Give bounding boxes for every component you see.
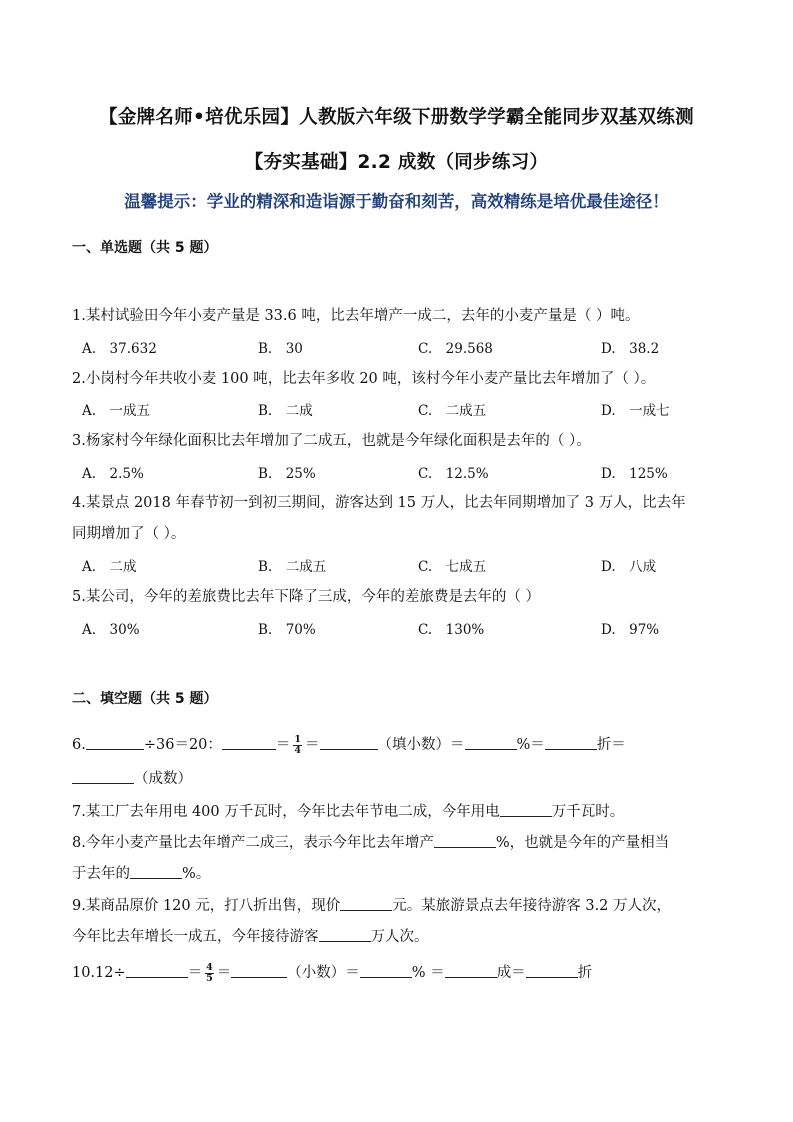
question-10	[72, 961, 592, 984]
fraction-numerator: 4	[206, 961, 213, 973]
option-c[interactable]: C. 二成五	[418, 403, 487, 419]
option-a[interactable]: A. 2.5%	[82, 466, 144, 482]
q8-text-2: %，也就是今年的产量相当	[495, 835, 670, 851]
q6-prefix: 6.	[72, 737, 86, 753]
q10-text-5: 成＝	[496, 965, 526, 981]
q10-text-6: 折	[577, 965, 593, 981]
question-2: 2.小岗村今年共收小麦 100 吨，比去年多收 20 吨，该村今年小麦产量比去年增加了（ ）。	[72, 371, 656, 387]
q9-text-1: 9.某商品原价 120 元，打八折出售，现价	[72, 898, 341, 914]
q8-text-1: 8.今年小麦产量比去年增产二成三，表示今年比去年增产	[72, 835, 434, 851]
question-9	[72, 894, 671, 915]
title-line-2: 【夯实基础】2.2 成数（同步练习）	[244, 152, 549, 173]
option-d[interactable]: D. 八成	[601, 559, 657, 575]
answer-blank[interactable]	[340, 896, 392, 911]
q6-text-4: （填小数）＝	[377, 737, 465, 753]
q10-prefix: 10.12÷	[72, 965, 126, 981]
fraction-numerator: 1	[294, 733, 302, 745]
q10-text-2: ＝	[216, 965, 232, 981]
question-9-cont	[72, 925, 429, 946]
answer-blank[interactable]	[130, 864, 182, 879]
answer-blank[interactable]	[526, 963, 578, 978]
fraction-four-fifths	[205, 963, 214, 984]
q9-text-4: 万人次。	[370, 929, 429, 945]
answer-blank[interactable]	[320, 735, 378, 750]
option-a[interactable]: A. 37.632	[82, 341, 157, 357]
question-8	[72, 831, 669, 852]
answer-blank[interactable]	[72, 769, 134, 784]
answer-blank[interactable]	[231, 963, 287, 978]
answer-blank[interactable]	[434, 833, 496, 848]
option-d[interactable]: D. 125%	[601, 466, 668, 482]
section-heading-fill: 二、填空题（共 5 题）	[72, 691, 218, 707]
question-6	[72, 733, 626, 756]
option-b[interactable]: B. 25%	[258, 466, 316, 482]
answer-blank[interactable]	[319, 927, 371, 942]
q8-text-4: %。	[182, 866, 211, 882]
question-4-cont: 同期增加了（ ）。	[72, 526, 186, 542]
option-c[interactable]: C. 七成五	[418, 559, 487, 575]
question-4: 4.某景点 2018 年春节初一到初三期间，游客达到 15 万人，比去年同期增加了 3 万人，比去年	[72, 495, 686, 511]
question-1: 1.某村试验田今年小麦产量是 33.6 吨，比去年增产一成二，去年的小麦产量是（ ）吨。	[72, 308, 640, 324]
q9-text-3: 今年比去年增长一成五，今年接待游客	[72, 929, 319, 945]
option-d[interactable]: D. 38.2	[601, 341, 660, 357]
q10-text-3: （小数）＝	[287, 965, 360, 981]
answer-blank[interactable]	[445, 963, 497, 978]
q6-text-2: ＝	[275, 737, 291, 753]
question-6-cont	[72, 767, 192, 788]
answer-blank[interactable]	[86, 735, 144, 750]
q10-text-4: % ＝	[411, 965, 445, 981]
option-c[interactable]: C. 29.568	[418, 341, 493, 357]
q6-text-6: 折＝	[596, 737, 626, 753]
warm-tip: 温馨提示：学业的精深和造诣源于勤奋和刻苦，高效精练是培优最佳途径！	[124, 192, 669, 211]
q6-text-5: %＝	[516, 737, 545, 753]
q7-text-1: 7.某工厂去年用电 400 万千瓦时，今年比去年节电二成，今年用电	[72, 804, 500, 820]
option-a[interactable]: A. 二成	[82, 559, 137, 575]
option-a[interactable]: A. 30%	[82, 622, 140, 638]
option-b[interactable]: B. 70%	[258, 622, 316, 638]
title-line-1: 【金牌名师•培优乐园】人教版六年级下册数学学霸全能同步双基双练测	[99, 107, 694, 128]
answer-blank[interactable]	[500, 802, 552, 817]
q7-text-2: 万千瓦时。	[551, 804, 625, 820]
answer-blank[interactable]	[222, 735, 276, 750]
q6-text-3: ＝	[305, 737, 320, 753]
question-8-cont	[72, 862, 210, 883]
option-c[interactable]: C. 130%	[418, 622, 485, 638]
option-b[interactable]: B. 二成	[258, 403, 313, 419]
option-b[interactable]: B. 二成五	[258, 559, 327, 575]
question-3: 3.杨家村今年绿化面积比去年增加了二成五，也就是今年绿化面积是去年的（ ）。	[72, 433, 591, 449]
q9-text-2: 元。某旅游景点去年接待游客 3.2 万人次，	[392, 898, 672, 914]
answer-blank[interactable]	[126, 963, 188, 978]
question-7	[72, 800, 624, 821]
section-heading-choice: 一、单选题（共 5 题）	[72, 240, 218, 256]
answer-blank[interactable]	[360, 963, 412, 978]
q6-text-7: （成数）	[134, 771, 192, 787]
option-d[interactable]: D. 97%	[601, 622, 660, 638]
option-c[interactable]: C. 12.5%	[418, 466, 489, 482]
option-b[interactable]: B. 30	[258, 341, 303, 357]
q6-text-1: ÷36＝20：	[143, 737, 222, 753]
option-a[interactable]: A. 一成五	[82, 403, 151, 419]
q10-text-1: ＝	[187, 965, 203, 981]
question-5: 5.某公司，今年的差旅费比去年下降了三成，今年的差旅费是去年的（ ）	[72, 589, 540, 605]
option-d[interactable]: D. 一成七	[601, 403, 670, 419]
fraction-denominator: 4	[294, 744, 302, 756]
answer-blank[interactable]	[545, 735, 597, 750]
q8-text-3: 于去年的	[72, 866, 130, 882]
fraction-one-quarter	[293, 735, 302, 756]
answer-blank[interactable]	[465, 735, 517, 750]
fraction-denominator: 5	[206, 972, 213, 984]
